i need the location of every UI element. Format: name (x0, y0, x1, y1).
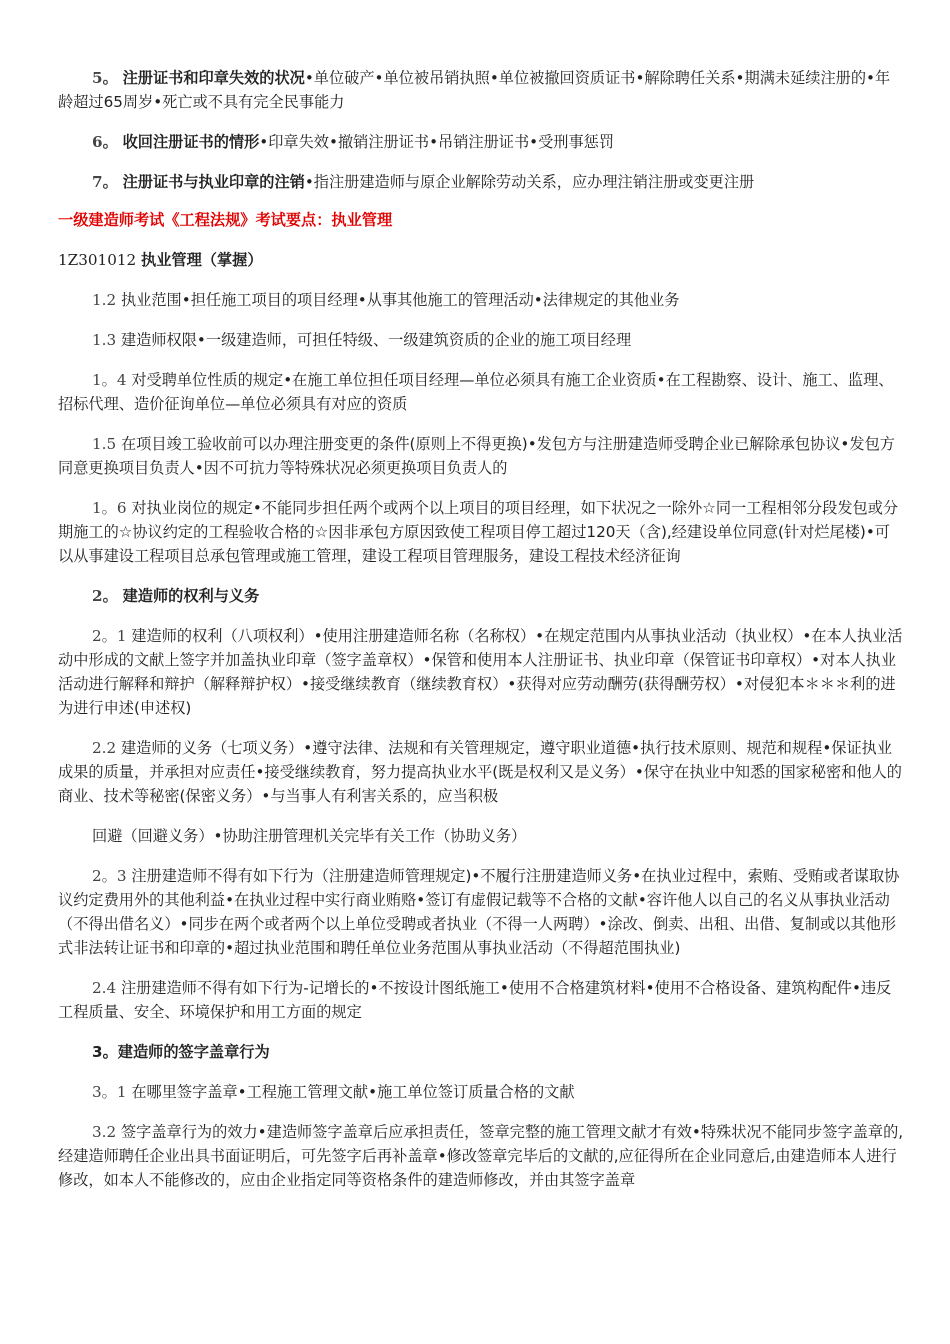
item-heading: 收回注册证书的情形 (122, 133, 260, 151)
item-body: 在项目竣工验收前可以办理注册变更的条件(原则上不得更换)•发包方与注册建造师受聘企业已解除承包协议•发包方同意更换项目负责人•因不可抗力等特殊状况必须更换项目负责人的 (58, 435, 895, 477)
document-page (58, 66, 904, 1208)
item-body: 在哪里签字盖章•工程施工管理文献•施工单位签订质量合格的文献 (131, 1083, 575, 1101)
item-number: 1.5 (92, 435, 117, 453)
item-body: 注册建造师不得有如下行为-记增长的•不按设计图纸施工•使用不合格建筑材料•使用不合格设备、建筑构配件•违反工程质量、安全、环境保护和用工方面的规定 (58, 979, 892, 1021)
item-number: 1。6 (92, 499, 127, 517)
subsection-code: 1Z301012 (58, 251, 137, 269)
item-body: 对执业岗位的规定•不能同步担任两个或两个以上项目的项目经理，如下状况之一除外☆同一工程相邻分段发包或分期施工的☆协议约定的工程验收合格的☆因非承包方原因致使工程项目停工超过120天（含),经建设单位同意(针对烂尾楼)•可以从事建设工程项目总承包管理或施工管理，建设工程项目管理服务，建设工程技术经济征询 (58, 499, 899, 565)
paragraph-1-2 (58, 288, 904, 312)
paragraph-3-1 (58, 1080, 904, 1104)
heading-3 (58, 1040, 904, 1064)
item-number: 2。3 (92, 867, 127, 885)
item-number: 7。 (92, 173, 118, 191)
item-number: 2。 (92, 587, 118, 605)
item-number: 1。4 (92, 371, 127, 389)
paragraph-6 (58, 130, 904, 154)
item-body: 对受聘单位性质的规定•在施工单位担任项目经理—单位必须具有施工企业资质•在工程勘察、设计、施工、监理、招标代理、造价征询单位—单位必须具有对应的资质 (58, 371, 894, 413)
paragraph-1-5 (58, 432, 904, 480)
item-number: 2.2 (92, 739, 117, 757)
paragraph-3-2 (58, 1120, 904, 1192)
item-number: 2。1 (92, 627, 127, 645)
heading-2 (58, 584, 904, 608)
paragraph-1-4 (58, 368, 904, 416)
item-number: 5。 (92, 69, 118, 87)
paragraph-1-3 (58, 328, 904, 352)
item-body: 回避（回避义务）•协助注册管理机关完毕有关工作（协助义务） (92, 827, 527, 845)
subsection-title: 执业管理（掌握） (141, 251, 263, 269)
item-heading: 注册证书与执业印章的注销 (122, 173, 305, 191)
paragraph-7 (58, 170, 904, 194)
item-number: 1.2 (92, 291, 117, 309)
item-body: 建造师权限•一级建造师，可担任特级、一级建筑资质的企业的施工项目经理 (120, 331, 632, 349)
item-body: 签字盖章行为的效力•建造师签字盖章后应承担责任，签章完整的施工管理文献才有效•特殊状况不能同步签字盖章的,经建造师聘任企业出具书面证明后，可先签字后再补盖章•修改签章完毕后的文献的,应征得所在企业同意后,由建造师本人进行修改，如本人不能修改的，应由企业指定同等资格条件的建造师修改，并由其签字盖章 (58, 1123, 904, 1189)
paragraph-2-4 (58, 976, 904, 1024)
item-number: 6。 (92, 133, 118, 151)
item-number: 1.3 (92, 331, 117, 349)
item-body: •单位破产•单位被吊销执照•单位被撤回资质证书•解除聘任关系•期满未延续注册的•年龄超过65周岁•死亡或不具有完全民事能力 (58, 69, 891, 111)
paragraph-5 (58, 66, 904, 114)
item-number: 3。1 (92, 1083, 127, 1101)
item-body: •印章失效•撤销注册证书•吊销注册证书•受刑事惩罚 (259, 133, 615, 151)
item-body: 建造师的权利（八项权利）•使用注册建造师名称（名称权）•在规定范围内从事执业活动（执业权）•在本人执业活动中形成的文献上签字并加盖执业印章（签字盖章权）•保管和使用本人注册证书、执业印章（保管证书印章权）•对本人执业活动进行解释和辩护（解释辩护权）•接受继续教育（继续教育权）•获得对应劳动酬劳(获得酬劳权）•对侵犯本＊＊＊利的进为进行申述(申述权) (58, 627, 903, 717)
subsection-heading (58, 248, 904, 272)
item-heading: 建造师的签字盖章行为 (117, 1043, 270, 1061)
paragraph-2-3 (58, 864, 904, 960)
section-title: 一级建造师考试《工程法规》考试要点：执业管理 (58, 211, 393, 229)
item-body: 执业范围•担任施工项目的项目经理•从事其他施工的管理活动•法律规定的其他业务 (120, 291, 680, 309)
paragraph-2-2 (58, 736, 904, 808)
item-body: •指注册建造师与原企业解除劳动关系，应办理注销注册或变更注册 (304, 173, 755, 191)
item-number: 2.4 (92, 979, 117, 997)
paragraph-2-2-continued (58, 824, 904, 848)
paragraph-1-6 (58, 496, 904, 568)
item-body: 建造师的义务（七项义务）•遵守法律、法规和有关管理规定，遵守职业道德•执行技术原则、规范和规程•保证执业成果的质量，并承担对应责任•接受继续教育，努力提高执业水平(既是权利又是义务）•保守在执业中知悉的国家秘密和他人的商业、技术等秘密(保密义务）•与当事人有利害关系的，应当积极 (58, 739, 902, 805)
item-body: 注册建造师不得有如下行为（注册建造师管理规定)•不履行注册建造师义务•在执业过程中，索贿、受贿或者谋取协议约定费用外的其他利益•在执业过程中实行商业贿赂•签订有虚假记载等不合格的文献•容许他人以自己的名义从事执业活动（不得出借名义）•同步在两个或者两个以上单位受聘或者执业（不得一人两聘）•涂改、倒卖、出租、出借、复制或以其他形式非法转让证书和印章的•超过执业范围和聘任单位业务范围从事执业活动（不得超范围执业) (58, 867, 900, 957)
item-heading: 建造师的权利与义务 (122, 587, 260, 605)
paragraph-2-1 (58, 624, 904, 720)
item-number: 3.2 (92, 1123, 117, 1141)
item-heading: 注册证书和印章失效的状况 (122, 69, 305, 87)
item-number: 3。 (92, 1043, 118, 1061)
